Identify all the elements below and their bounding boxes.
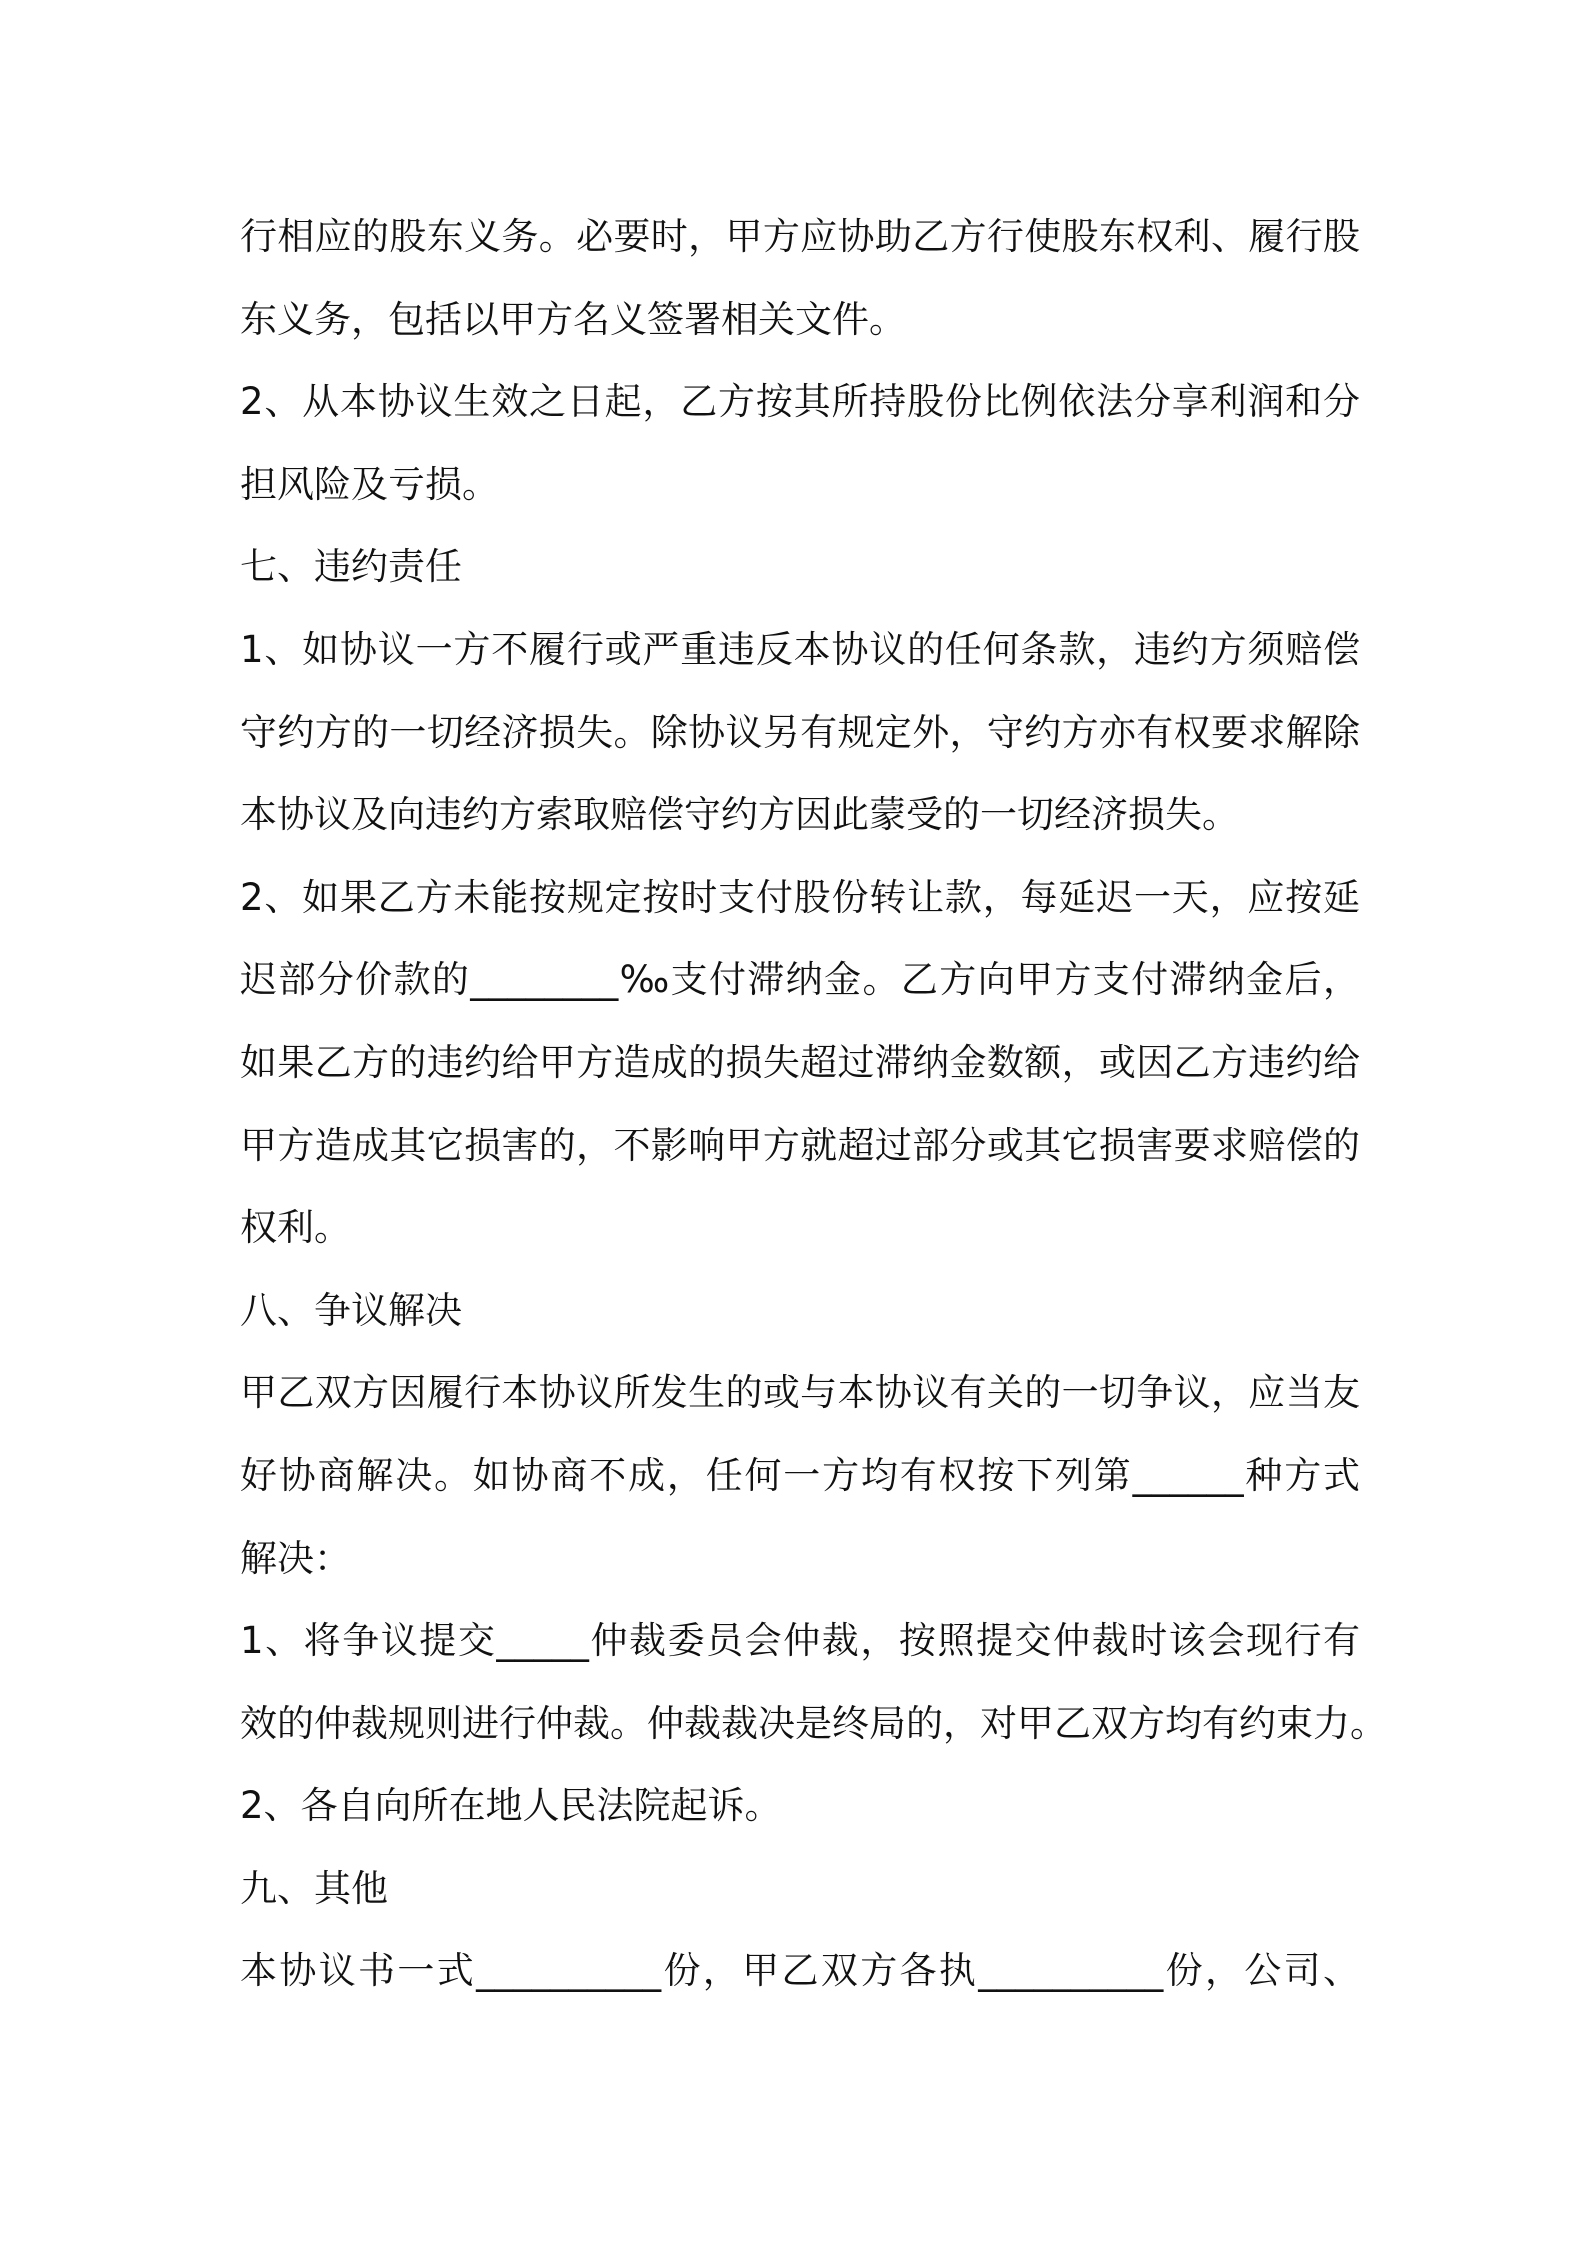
paragraph-line: 担风险及亏损。 [240,462,499,506]
section-heading: 九、其他 [240,1866,388,1910]
paragraph-line: 1、将争议提交_____仲裁委员会仲裁，按照提交仲裁时该会现行有 [240,1619,1360,1663]
section-heading: 八、争议解决 [240,1288,462,1332]
paragraph-line: 2、各自向所在地人民法院起诉。 [240,1784,782,1828]
section-heading: 七、违约责任 [240,545,462,589]
paragraph-line: 1、如协议一方不履行或严重违反本协议的任何条款，违约方须赔偿 [240,627,1360,671]
paragraph-line: 2、如果乙方未能按规定按时支付股份转让款，每延迟一天，应按延 [240,875,1360,919]
paragraph-line: 东义务，包括以甲方名义签署相关文件。 [240,297,906,341]
paragraph-line: 好协商解决。如协商不成，任何一方均有权按下列第______种方式 [240,1453,1360,1497]
paragraph-line: 效的仲裁规则进行仲裁。仲裁裁决是终局的，对甲乙双方均有约束力。 [240,1701,1387,1745]
paragraph-line: 行相应的股东义务。必要时，甲方应协助乙方行使股东权利、履行股 [240,215,1360,258]
paragraph-line: 甲乙双方因履行本协议所发生的或与本协议有关的一切争议，应当友 [240,1371,1360,1415]
paragraph-line: 2、从本协议生效之日起，乙方按其所持股份比例依法分享利润和分 [240,380,1360,424]
paragraph-line: 本协议及向违约方索取赔偿守约方因此蒙受的一切经济损失。 [240,793,1239,837]
paragraph-line: 甲方造成其它损害的，不影响甲方就超过部分或其它损害要求赔偿的 [240,1123,1360,1167]
paragraph-line: 权利。 [240,1206,351,1250]
paragraph-line: 迟部分价款的________‰支付滞纳金。乙方向甲方支付滞纳金后， [240,958,1360,1002]
paragraph-line: 解决： [240,1536,351,1580]
paragraph-line: 如果乙方的违约给甲方造成的损失超过滞纳金数额，或因乙方违约给 [240,1040,1360,1084]
document-page [240,196,1387,2013]
paragraph-line: 守约方的一切经济损失。除协议另有规定外，守约方亦有权要求解除 [240,710,1360,754]
paragraph-line: 本协议书一式__________份，甲乙双方各执__________份，公司、 [240,1949,1360,1993]
